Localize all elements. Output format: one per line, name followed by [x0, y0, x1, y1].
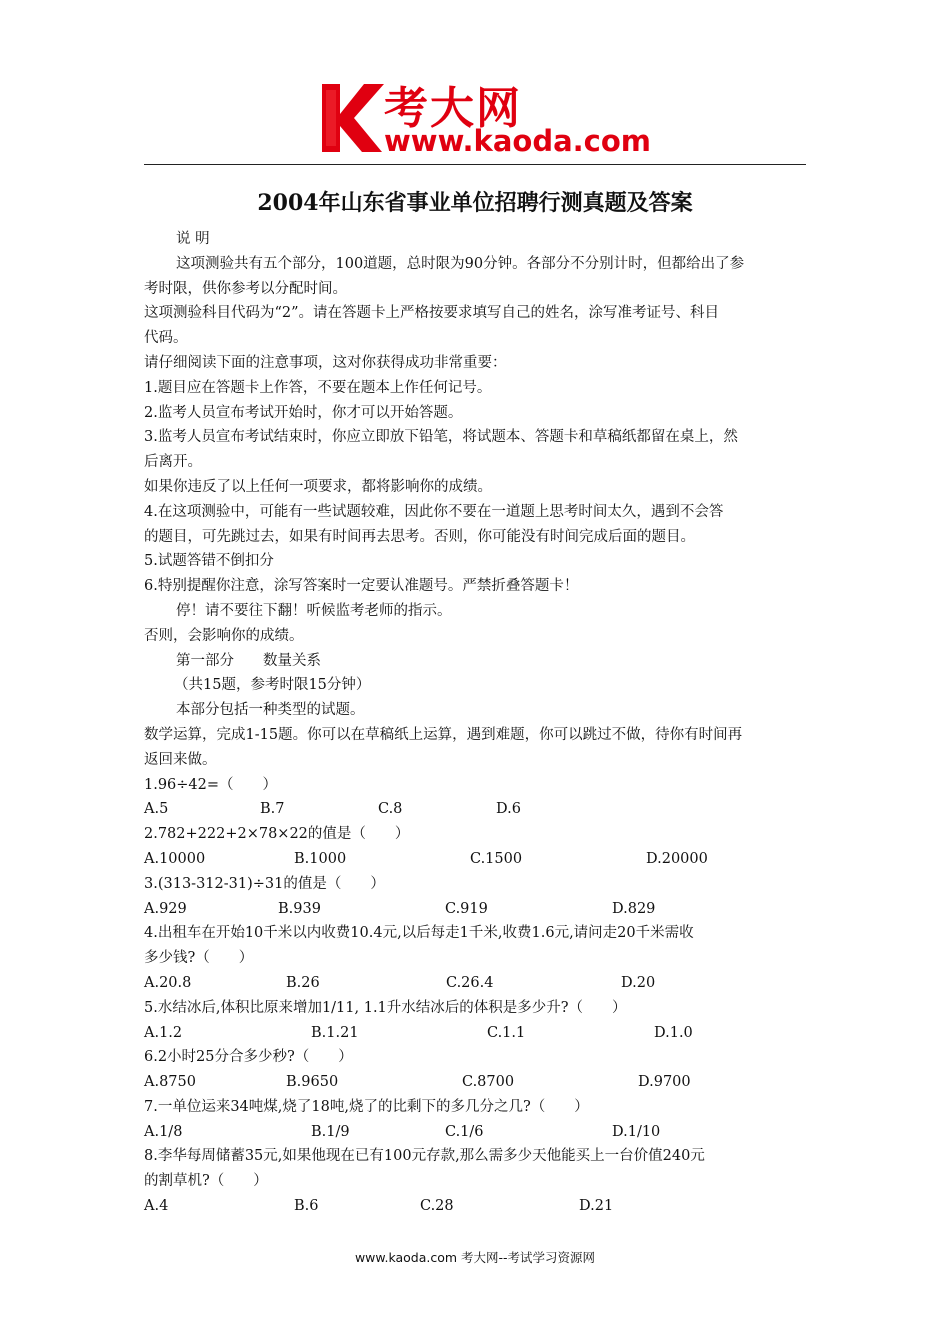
rule-1: 1.题目应在答题卡上作答，不要在题本上作任何记号。 — [144, 379, 492, 396]
rule-4-line1: 4.在这项测验中，可能有一些试题较难，因此你不要在一道题上思考时间太久，遇到不会答 — [144, 503, 724, 520]
option-c: C.26.4 — [446, 974, 494, 991]
read-note: 请仔细阅读下面的注意事项，这对你获得成功非常重要： — [144, 354, 507, 371]
option-d: D.1/10 — [612, 1123, 661, 1140]
options-row — [144, 1194, 808, 1219]
rule-4-line2: 的题目，可先跳过去，如果有时间再去思考。否则，你可能没有时间完成后面的题目。 — [144, 528, 695, 545]
intro-para1-line2: 考时限，供你参考以分配时间。 — [144, 280, 347, 297]
option-b: B.26 — [286, 974, 320, 991]
logo-url-text: www.kaoda.com — [384, 124, 651, 158]
question-3 — [144, 872, 808, 922]
question-7 — [144, 1095, 808, 1145]
options-row — [144, 1070, 808, 1095]
options-row — [144, 1120, 808, 1145]
section-heading: 第一部分 数量关系 — [176, 652, 321, 669]
question-text: 1.96÷42=（ ） — [144, 776, 278, 793]
violation-note: 如果你违反了以上任何一项要求，都将影响你的成绩。 — [144, 478, 492, 495]
option-b: B.1.21 — [311, 1024, 359, 1041]
document-body — [144, 227, 808, 1219]
option-d: D.1.0 — [654, 1024, 693, 1041]
option-b: B.1000 — [294, 850, 347, 867]
page-title: 2004年山东省事业单位招聘行测真题及答案 — [257, 190, 693, 216]
options-row — [144, 897, 808, 922]
option-a: A.10000 — [144, 850, 206, 867]
rule-3-line1: 3.监考人员宣布考试结束时，你应立即放下铅笔，将试题本、答题卡和草稿纸都留在桌上，然 — [144, 429, 738, 446]
rule-6: 6.特别提醒你注意，涂写答案时一定要认准题号。严禁折叠答题卡！ — [144, 578, 579, 595]
question-4 — [144, 921, 808, 995]
option-c: C.919 — [445, 900, 488, 917]
option-d: D.6 — [496, 801, 521, 818]
intro-para1-line1: 这项测验共有五个部分，100道题，总时限为90分钟。各部分不分别计时，但都给出了参 — [176, 255, 745, 272]
page-footer: www.kaoda.com 考大网--考试学习资源网 — [354, 1250, 596, 1265]
section-desc: 本部分包括一种类型的试题。 — [176, 702, 365, 719]
rule-2: 2.监考人员宣布考试开始时，你才可以开始答题。 — [144, 404, 463, 421]
option-c: C.28 — [420, 1198, 454, 1215]
option-a: A.1/8 — [144, 1123, 183, 1140]
question-text: 2.782+222+2×78×22的值是（ ） — [144, 826, 410, 843]
intro-para2-line2: 代码。 — [144, 330, 188, 347]
options-row — [144, 971, 808, 996]
question-text: 4.出租车在开始10千米以内收费10.4元,以后每走1千米,收费1.6元,请问走20千米需收 — [144, 925, 694, 942]
logo-brand-text: 考大网 — [384, 83, 522, 134]
question-text: 6.2小时25分合多少秒?（ ） — [144, 1049, 353, 1066]
question-5 — [144, 996, 808, 1046]
option-a: A.8750 — [144, 1074, 196, 1091]
option-a: A.5 — [144, 801, 169, 818]
option-d: D.829 — [612, 900, 656, 917]
option-c: C.8 — [378, 801, 403, 818]
question-2 — [144, 822, 808, 872]
option-b: B.9650 — [286, 1074, 339, 1091]
option-c: C.1/6 — [445, 1123, 484, 1140]
question-text: 3.(313-312-31)÷31的值是（ ） — [144, 875, 385, 892]
option-d: D.20000 — [646, 850, 708, 867]
question-text-cont: 的割草机?（ ） — [144, 1173, 268, 1190]
option-a: A.929 — [144, 900, 187, 917]
question-text: 7.一单位运来34吨煤,烧了18吨,烧了的比剩下的多几分之几?（ ） — [144, 1098, 589, 1115]
rule-3-line2: 后离开。 — [144, 454, 202, 471]
section-meta: （共15题，参考时限15分钟） — [174, 677, 371, 694]
option-d: D.21 — [579, 1198, 614, 1215]
intro-para2-line1: 这项测验科目代码为“2”。请在答题卡上严格按要求填写自己的姓名，涂写准考证号、科目 — [144, 305, 720, 322]
header-divider — [144, 164, 806, 165]
question-text: 5.水结冰后,体积比原来增加1/11, 1.1升水结冰后的体积是多少升?（ ） — [144, 999, 627, 1016]
question-1 — [144, 773, 808, 823]
question-text-cont: 多少钱?（ ） — [144, 950, 254, 967]
section-instr-line2: 返回来做。 — [144, 751, 217, 768]
option-d: D.20 — [621, 974, 656, 991]
rule-5: 5.试题答错不倒扣分 — [144, 553, 274, 570]
kaoda-logo — [318, 80, 651, 160]
option-b: B.939 — [278, 900, 321, 917]
option-c: C.1.1 — [487, 1024, 526, 1041]
question-text: 8.李华每周储蓄35元,如果他现在已有100元存款,那么需多少天他能买上一台价值240元 — [144, 1148, 705, 1165]
intro-heading: 说 明 — [176, 231, 210, 247]
stop-notice: 停！请不要往下翻！听候监考老师的指示。 — [176, 602, 452, 619]
option-a: A.1.2 — [144, 1024, 183, 1041]
option-b: B.1/9 — [311, 1123, 350, 1140]
option-c: C.1500 — [470, 850, 523, 867]
option-d: D.9700 — [638, 1074, 691, 1091]
option-a: A.20.8 — [144, 974, 192, 991]
options-row — [144, 797, 808, 822]
option-b: B.6 — [294, 1198, 319, 1215]
question-6 — [144, 1045, 808, 1095]
option-c: C.8700 — [462, 1074, 515, 1091]
option-b: B.7 — [260, 801, 285, 818]
option-a: A.4 — [144, 1198, 169, 1215]
options-row — [144, 847, 808, 872]
section-instr-line1: 数学运算，完成1-15题。你可以在草稿纸上运算，遇到难题，你可以跳过不做，待你有时间再 — [144, 726, 743, 743]
otherwise-note: 否则，会影响你的成绩。 — [144, 627, 304, 644]
k-logo-icon — [318, 80, 388, 156]
question-8 — [144, 1144, 808, 1218]
options-row — [144, 1021, 808, 1046]
